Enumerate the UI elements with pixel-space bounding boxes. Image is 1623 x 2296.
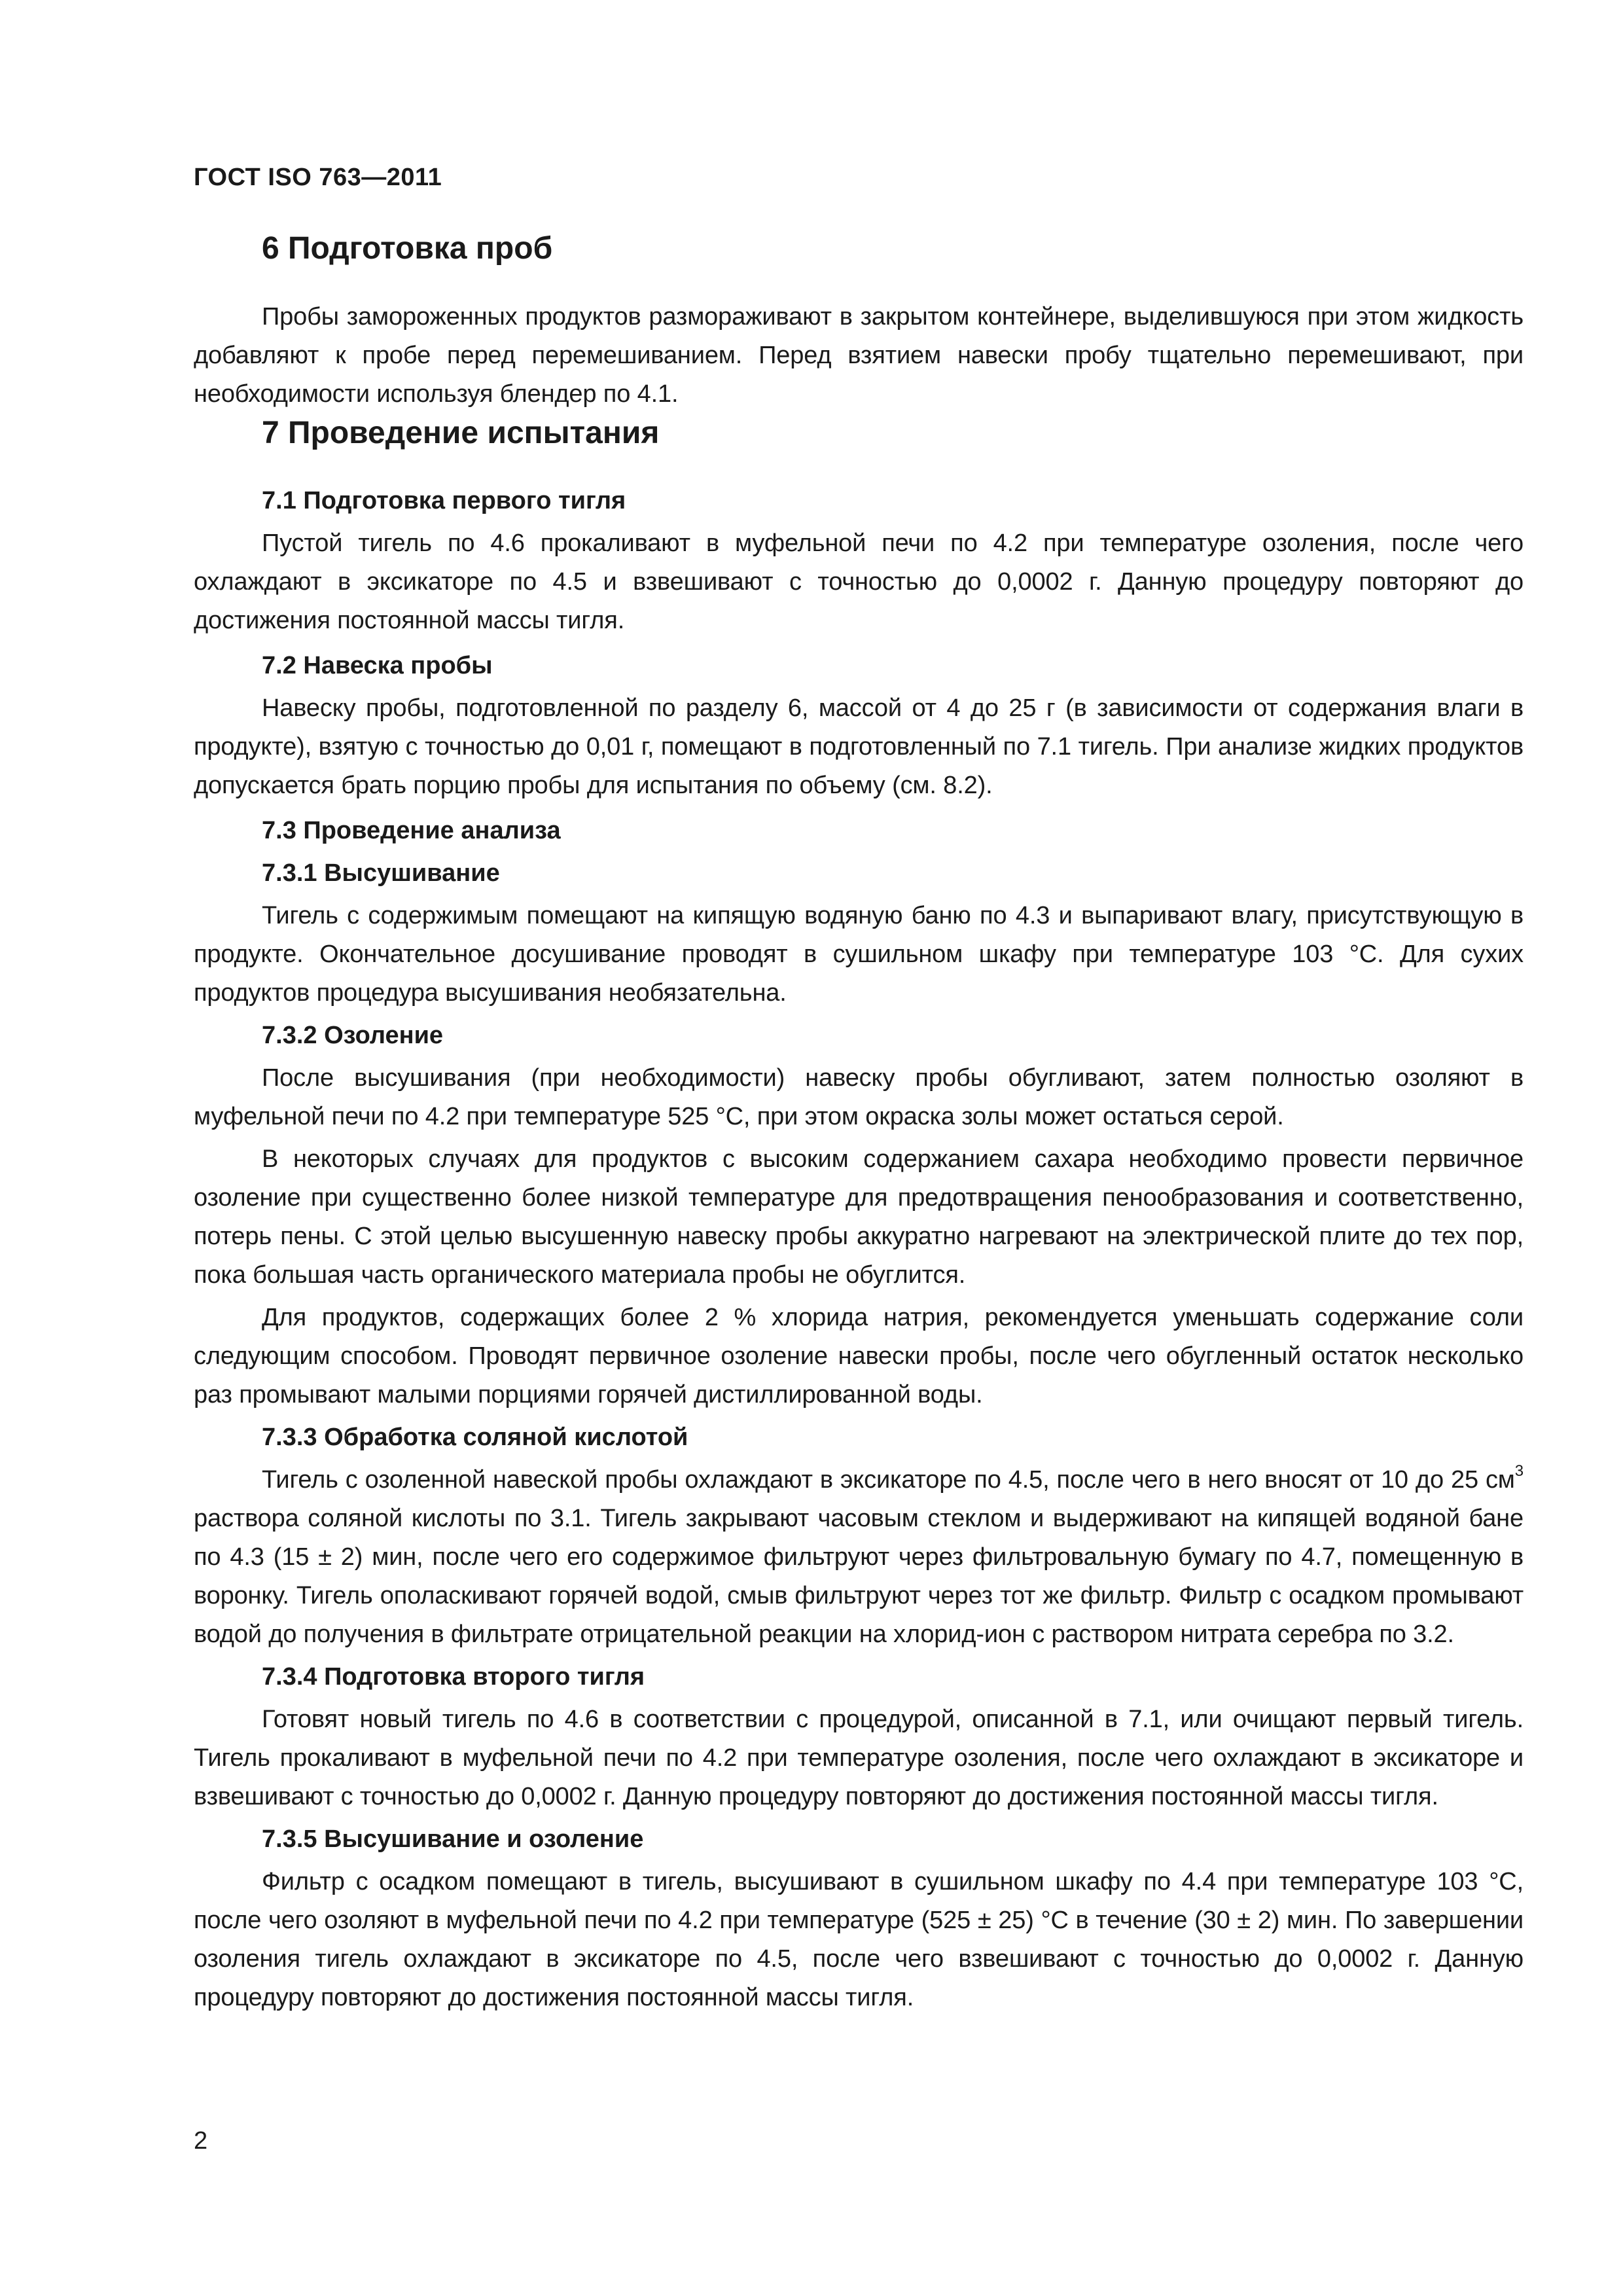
subsection-7-3-1-title: 7.3.1 Высушивание — [262, 859, 500, 887]
subsection-7-3-2-paragraph-1: После высушивания (при необходимости) навеску пробы обугливают, затем полностью озоляют в муфельной печи по 4.2 при температуре 525 °С, при этом окраска золы может остаться серой. — [194, 1064, 1524, 1130]
subsection-7-3-1-paragraph: Тигель с содержимым помещают на кипящую водяную баню по 4.3 и выпаривают влагу, присутствующую в продукте. Окончательное досушивание проводят в сушильном шкафу при температуре 103 °С. Для сухих продуктов процедура высушивания необязательна. — [194, 902, 1524, 1007]
page-number: 2 — [194, 2127, 208, 2155]
subsection-7-3-3-paragraph — [194, 1461, 1524, 1654]
section-6-title: 6 Подготовка проб — [262, 231, 553, 266]
subsection-7-3-title: 7.3 Проведение анализа — [262, 817, 561, 844]
superscript-3: 3 — [1514, 1462, 1524, 1480]
subsection-7-3-5-title: 7.3.5 Высушивание и озоление — [262, 1825, 644, 1853]
subsection-7-3-3-title: 7.3.3 Обработка соляной кислотой — [262, 1424, 688, 1451]
document-header-code: ГОСТ ISO 763—2011 — [194, 164, 442, 191]
section-7-title: 7 Проведение испытания — [262, 416, 660, 450]
subsection-7-3-5-paragraph: Фильтр с осадком помещают в тигель, высушивают в сушильном шкафу по 4.4 при температуре 103 °С, после чего озоляют в муфельной печи по 4.2 при температуре (525 ± 25) °С в течение (30 ± 2) мин. По завершении озоления тигель охлаждают в эксикаторе по 4.5, после чего взвешивают с точностью до 0,0002 г. Данную процедуру повторяют до достижения постоянной массы тигля. — [194, 1868, 1524, 2011]
subsection-7-3-2-paragraph-2: В некоторых случаях для продуктов с высоким содержанием сахара необходимо провести первичное озоление при существенно более низкой температуре для предотвращения пенообразования и соответственно, потерь пены. С этой целью высушенную навеску пробы аккуратно нагревают на электрической плите до тех пор, пока большая часть органического материала пробы не обуглится. — [194, 1145, 1524, 1289]
subsection-7-3-4-title: 7.3.4 Подготовка второго тигля — [262, 1663, 645, 1691]
subsection-7-2-paragraph: Навеску пробы, подготовленной по разделу 6, массой от 4 до 25 г (в зависимости от содержания влаги в продукте), взятую с точностью до 0,01 г, помещают в подготовленный по 7.1 тигель. При анализе жидких продуктов допускается брать порцию пробы для испытания по объему (см. 8.2). — [194, 694, 1524, 799]
document-content — [194, 229, 1524, 2017]
subsection-7-3-4-paragraph: Готовят новый тигель по 4.6 в соответствии с процедурой, описанной в 7.1, или очищают первый тигель. Тигель прокаливают в муфельной печи по 4.2 при температуре озоления, после чего охлаждают в эксикаторе и взвешивают с точностью до 0,0002 г. Данную процедуру повторяют до достижения постоянной массы тигля. — [194, 1706, 1524, 1810]
subsection-7-3-3-text-part-2: раствора соляной кислоты по 3.1. Тигель закрывают часовым стеклом и выдерживают на кипящей водяной бане по 4.3 (15 ± 2) мин, после чего его содержимое фильтруют через фильтровальную бумагу по 4.7, помещенную в воронку. Тигель ополаскивают горячей водой, смыв фильтруют через тот же фильтр. Фильтр с осадком промывают водой до получения в фильтрате отрицательной реакции на хлорид-ион с раствором нитрата серебра по 3.2. — [194, 1505, 1524, 1648]
section-6-paragraph: Пробы замороженных продуктов размораживают в закрытом контейнере, выделившуюся при этом жидкость добавляют к пробе перед перемешиванием. Перед взятием навески пробу тщательно перемешивают, при необходимости используя блендер по 4.1. — [194, 303, 1524, 408]
subsection-7-3-2-paragraph-3: Для продуктов, содержащих более 2 % хлорида натрия, рекомендуется уменьшать содержание соли следующим способом. Проводят первичное озоление навески пробы, после чего обугленный остаток несколько раз промывают малыми порциями горячей дистиллированной воды. — [194, 1304, 1524, 1408]
subsection-7-3-3-text-part-1: Тигель с озоленной навеской пробы охлаждают в эксикаторе по 4.5, после чего в него вносят от 10 до 25 см — [262, 1466, 1515, 1494]
subsection-7-2-title: 7.2 Навеска пробы — [262, 652, 493, 679]
subsection-7-1-paragraph: Пустой тигель по 4.6 прокаливают в муфельной печи по 4.2 при температуре озоления, после чего охлаждают в эксикаторе по 4.5 и взвешивают с точностью до 0,0002 г. Данную процедуру повторяют до достижения постоянной массы тигля. — [194, 529, 1524, 634]
subsection-7-1-title: 7.1 Подготовка первого тигля — [262, 487, 626, 514]
subsection-7-3-2-title: 7.3.2 Озоление — [262, 1022, 444, 1049]
